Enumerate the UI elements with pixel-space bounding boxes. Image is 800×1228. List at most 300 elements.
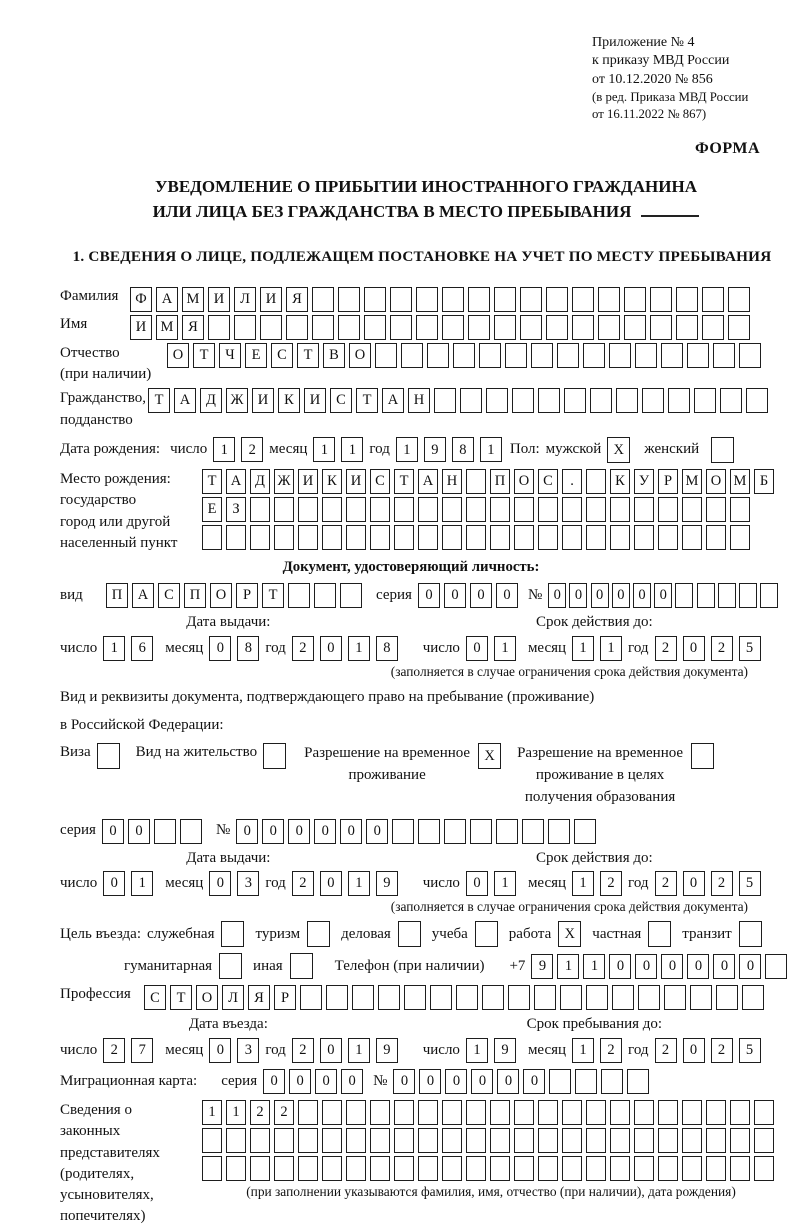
- surname-cells: [130, 287, 754, 312]
- char-cell: [340, 583, 362, 608]
- char-cell: [490, 1128, 510, 1153]
- char-cell: Т: [394, 469, 414, 494]
- patronymic-cells: [167, 343, 765, 368]
- month-label: месяц: [527, 1041, 567, 1058]
- char-cell: [754, 1128, 774, 1153]
- purpose-tourism-checkbox: [307, 921, 330, 947]
- char-cell: 2: [292, 636, 314, 661]
- char-cell: 0: [739, 954, 761, 979]
- char-cell: [586, 985, 608, 1010]
- valid-until-group: [397, 636, 792, 661]
- char-cell: [154, 819, 176, 844]
- char-cell: [697, 583, 715, 608]
- char-cell: 2: [655, 1038, 677, 1063]
- year-label: год: [265, 1041, 286, 1058]
- doc-number-label: №: [527, 587, 543, 604]
- char-cell: [250, 497, 270, 522]
- char-cell: 1: [583, 954, 605, 979]
- char-cell: И: [346, 469, 366, 494]
- temp-residence-edu-label: [517, 743, 683, 808]
- char-cell: [706, 1128, 726, 1153]
- visa-label: Виза: [60, 744, 91, 761]
- char-cell: 2: [600, 871, 622, 896]
- birth-date-label: Дата рождения:: [60, 441, 161, 458]
- char-cell: 0: [314, 819, 336, 844]
- issue-date-group: [60, 636, 397, 661]
- identity-doc-date-headings: [60, 613, 792, 633]
- char-cell: Т: [193, 343, 215, 368]
- char-cell: [538, 497, 558, 522]
- char-cell: П: [490, 469, 510, 494]
- char-cell: [658, 1156, 678, 1181]
- char-cell: [250, 1156, 270, 1181]
- char-cell: В: [323, 343, 345, 368]
- migration-series-label: серия: [221, 1072, 258, 1089]
- char-cell: 0: [683, 636, 705, 661]
- given-name-row: [60, 315, 792, 340]
- char-cell: 0: [366, 819, 388, 844]
- birth-month-cells: [313, 437, 369, 462]
- purpose-private-checkbox: [648, 921, 671, 947]
- stay-doc-issue-day-cells: [103, 871, 159, 896]
- char-cell: [442, 315, 464, 340]
- char-cell: [404, 985, 426, 1010]
- char-cell: Л: [222, 985, 244, 1010]
- char-cell: Л: [234, 287, 256, 312]
- char-cell: 1: [396, 437, 418, 462]
- char-cell: 3: [237, 871, 259, 896]
- char-cell: 0: [523, 1069, 545, 1094]
- char-cell: Ч: [219, 343, 241, 368]
- stay-doc-number-label: №: [215, 822, 231, 839]
- char-cell: 0: [497, 1069, 519, 1094]
- char-cell: [538, 1156, 558, 1181]
- char-cell: [312, 287, 334, 312]
- char-cell: [430, 985, 452, 1010]
- char-cell: [298, 525, 318, 550]
- birth-place-cells-row3: [202, 525, 778, 550]
- char-cell: О: [210, 583, 232, 608]
- char-cell: 0: [262, 819, 284, 844]
- char-cell: [514, 1156, 534, 1181]
- char-cell: 0: [496, 583, 518, 608]
- purpose-work-checkbox: X: [558, 921, 581, 947]
- char-cell: [586, 1156, 606, 1181]
- purpose-other-checkbox: [290, 953, 313, 979]
- char-cell: [706, 1156, 726, 1181]
- char-cell: 2: [241, 437, 263, 462]
- char-cell: 0: [128, 819, 150, 844]
- char-cell: Р: [658, 469, 678, 494]
- char-cell: [754, 1100, 774, 1125]
- char-cell: П: [184, 583, 206, 608]
- char-cell: [370, 525, 390, 550]
- appendix-block: [592, 34, 792, 123]
- char-cell: [638, 985, 660, 1010]
- valid-month-cells: [572, 636, 628, 661]
- char-cell: 0: [466, 636, 488, 661]
- char-cell: К: [610, 469, 630, 494]
- char-cell: [466, 1156, 486, 1181]
- representatives-cells-block: [202, 1100, 780, 1200]
- stay-doc-intro-2: в Российской Федерации:: [60, 716, 224, 733]
- purpose-business-checkbox: [398, 921, 421, 947]
- char-cell: [538, 1100, 558, 1125]
- char-cell: 5: [739, 871, 761, 896]
- birth-place-cells-row2: [202, 497, 778, 522]
- char-cell: [442, 525, 462, 550]
- profession-row: [60, 985, 792, 1010]
- day-label: число: [60, 639, 98, 656]
- female-checkbox: [711, 437, 734, 463]
- phone-prefix: +7: [509, 957, 526, 974]
- surname-label: Фамилия: [60, 287, 119, 304]
- stay-doc-series-row: [60, 819, 792, 844]
- valid-day-cells: [466, 636, 522, 661]
- char-cell: [538, 388, 560, 413]
- char-cell: [298, 1128, 318, 1153]
- char-cell: К: [278, 388, 300, 413]
- char-cell: [494, 287, 516, 312]
- purpose-official-label: служебная: [146, 925, 215, 942]
- char-cell: 2: [250, 1100, 270, 1125]
- birth-place-block: [60, 469, 792, 554]
- phone-label: Телефон (при наличии): [334, 957, 485, 974]
- char-cell: [453, 343, 475, 368]
- char-cell: [642, 388, 664, 413]
- char-cell: 0: [471, 1069, 493, 1094]
- char-cell: [468, 315, 490, 340]
- female-label: женский: [644, 441, 700, 458]
- char-cell: Т: [262, 583, 284, 608]
- stay-doc-dates: [60, 871, 792, 896]
- char-cell: [300, 985, 322, 1010]
- purpose-business-label: деловая: [341, 925, 391, 942]
- visit-purpose-row-2: [60, 953, 792, 979]
- char-cell: Я: [182, 315, 204, 340]
- char-cell: М: [156, 315, 178, 340]
- title-underline: [641, 215, 699, 217]
- char-cell: Е: [202, 497, 222, 522]
- char-cell: [634, 497, 654, 522]
- title-line-2: [60, 199, 792, 225]
- section1-heading: 1. СВЕДЕНИЯ О ЛИЦЕ, ПОДЛЕЖАЩЕМ ПОСТАНОВКЕ НА УЧЕТ ПО МЕСТУ ПРЕБЫВАНИЯ: [72, 247, 772, 265]
- char-cell: [557, 343, 579, 368]
- char-cell: [418, 1156, 438, 1181]
- purpose-label: Цель въезда:: [60, 925, 141, 942]
- char-cell: Н: [408, 388, 430, 413]
- year-label: год: [628, 1041, 649, 1058]
- char-cell: О: [196, 985, 218, 1010]
- birth-place-cells-row1: [202, 469, 778, 494]
- day-label: число: [422, 874, 460, 891]
- char-cell: [609, 343, 631, 368]
- char-cell: [370, 1156, 390, 1181]
- char-cell: [490, 1100, 510, 1125]
- char-cell: [682, 1156, 702, 1181]
- char-cell: 9: [531, 954, 553, 979]
- patronymic-sublabel: (при наличии): [60, 366, 152, 383]
- stay-until-group: [397, 1038, 792, 1063]
- char-cell: Ж: [226, 388, 248, 413]
- birth-place-label-line: город или другой: [60, 513, 171, 530]
- validity-note: (заполняется в случае ограничения срока действия документа): [390, 663, 748, 679]
- char-cell: [390, 287, 412, 312]
- char-cell: 7: [131, 1038, 153, 1063]
- char-cell: [676, 287, 698, 312]
- char-cell: [650, 287, 672, 312]
- char-cell: [586, 497, 606, 522]
- char-cell: [346, 497, 366, 522]
- char-cell: [390, 315, 412, 340]
- char-cell: [370, 1100, 390, 1125]
- char-cell: [522, 819, 544, 844]
- char-cell: [250, 1128, 270, 1153]
- char-cell: [546, 287, 568, 312]
- birth-day-cells: [213, 437, 269, 462]
- char-cell: 0: [683, 871, 705, 896]
- representatives-label-line: представителях: [60, 1144, 160, 1161]
- stay-year-cells: [655, 1038, 767, 1063]
- char-cell: 2: [292, 871, 314, 896]
- char-cell: [658, 1100, 678, 1125]
- char-cell: [322, 1128, 342, 1153]
- char-cell: [442, 497, 462, 522]
- char-cell: [322, 525, 342, 550]
- char-cell: [598, 315, 620, 340]
- day-label: число: [60, 1041, 98, 1058]
- char-cell: О: [349, 343, 371, 368]
- char-cell: 0: [609, 954, 631, 979]
- char-cell: 9: [494, 1038, 516, 1063]
- char-cell: [690, 985, 712, 1010]
- char-cell: З: [226, 497, 246, 522]
- temp-residence-edu-label-line: проживание в целях: [535, 767, 665, 784]
- char-cell: [250, 525, 270, 550]
- visa-checkbox: [97, 743, 120, 769]
- char-cell: М: [682, 469, 702, 494]
- purpose-work-label: работа: [508, 925, 552, 942]
- char-cell: Н: [442, 469, 462, 494]
- representatives-label-line: Сведения о: [60, 1101, 132, 1118]
- purpose-study-checkbox: [475, 921, 498, 947]
- representatives-note: (при заполнении указываются фамилия, имя, отчество (при наличии), дата рождения): [246, 1183, 736, 1199]
- char-cell: [634, 1128, 654, 1153]
- doc-kind-label: вид: [60, 587, 83, 604]
- char-cell: Е: [245, 343, 267, 368]
- title-line-1: УВЕДОМЛЕНИЕ О ПРИБЫТИИ ИНОСТРАННОГО ГРАЖДАНИНА: [155, 176, 697, 196]
- char-cell: [208, 315, 230, 340]
- char-cell: 1: [494, 636, 516, 661]
- month-label: месяц: [527, 639, 567, 656]
- char-cell: [514, 1128, 534, 1153]
- patronymic-row: [60, 343, 792, 386]
- char-cell: [730, 1128, 750, 1153]
- char-cell: [682, 497, 702, 522]
- char-cell: [682, 525, 702, 550]
- char-cell: [610, 1156, 630, 1181]
- char-cell: [490, 525, 510, 550]
- char-cell: [274, 1128, 294, 1153]
- char-cell: 0: [418, 583, 440, 608]
- representatives-label-line: попечителях): [60, 1208, 146, 1225]
- char-cell: [664, 985, 686, 1010]
- char-cell: .: [562, 469, 582, 494]
- char-cell: [312, 315, 334, 340]
- char-cell: С: [538, 469, 558, 494]
- year-label: год: [265, 639, 286, 656]
- char-cell: [496, 819, 518, 844]
- char-cell: [586, 525, 606, 550]
- char-cell: [346, 525, 366, 550]
- char-cell: [560, 985, 582, 1010]
- char-cell: 0: [315, 1069, 337, 1094]
- representatives-block: [60, 1100, 792, 1228]
- char-cell: 1: [341, 437, 363, 462]
- migration-card-row: [60, 1069, 792, 1094]
- char-cell: У: [634, 469, 654, 494]
- citizenship-sublabel: подданство: [60, 411, 133, 428]
- char-cell: 0: [633, 583, 651, 608]
- char-cell: [598, 287, 620, 312]
- char-cell: [624, 315, 646, 340]
- char-cell: 2: [655, 636, 677, 661]
- char-cell: О: [706, 469, 726, 494]
- stay-doc-date-headings: [60, 849, 792, 869]
- purpose-transit-label: транзит: [682, 925, 732, 942]
- char-cell: [538, 525, 558, 550]
- identity-doc-row: [60, 583, 792, 608]
- stay-doc-options: [60, 743, 792, 808]
- char-cell: 2: [711, 1038, 733, 1063]
- char-cell: 0: [661, 954, 683, 979]
- migration-number-cells: [393, 1069, 653, 1094]
- char-cell: С: [144, 985, 166, 1010]
- char-cell: 0: [209, 871, 231, 896]
- char-cell: [466, 525, 486, 550]
- char-cell: 1: [103, 636, 125, 661]
- appendix-line: от 10.12.2020 № 856: [592, 71, 713, 87]
- char-cell: 0: [393, 1069, 415, 1094]
- char-cell: 2: [711, 871, 733, 896]
- char-cell: [534, 985, 556, 1010]
- purpose-other-label: иная: [253, 957, 283, 974]
- stay-doc-issue-month-cells: [209, 871, 265, 896]
- char-cell: 0: [612, 583, 630, 608]
- char-cell: [610, 497, 630, 522]
- char-cell: [338, 287, 360, 312]
- char-cell: [610, 1128, 630, 1153]
- char-cell: [583, 343, 605, 368]
- char-cell: [548, 819, 570, 844]
- char-cell: 1: [466, 1038, 488, 1063]
- char-cell: 2: [292, 1038, 314, 1063]
- char-cell: 1: [572, 1038, 594, 1063]
- char-cell: [650, 315, 672, 340]
- char-cell: [314, 583, 336, 608]
- char-cell: [505, 343, 527, 368]
- char-cell: [466, 497, 486, 522]
- stay-day-cells: [466, 1038, 522, 1063]
- char-cell: [658, 497, 678, 522]
- char-cell: [586, 469, 606, 494]
- char-cell: 0: [289, 1069, 311, 1094]
- char-cell: [460, 388, 482, 413]
- char-cell: 1: [572, 871, 594, 896]
- issue-date-heading: Дата выдачи:: [186, 849, 271, 866]
- char-cell: [416, 287, 438, 312]
- char-cell: [720, 388, 742, 413]
- char-cell: [562, 1100, 582, 1125]
- char-cell: [322, 497, 342, 522]
- month-label: месяц: [165, 874, 204, 891]
- char-cell: 2: [274, 1100, 294, 1125]
- char-cell: С: [370, 469, 390, 494]
- char-cell: [514, 497, 534, 522]
- char-cell: 0: [591, 583, 609, 608]
- char-cell: [394, 525, 414, 550]
- char-cell: [739, 343, 761, 368]
- char-cell: 3: [237, 1038, 259, 1063]
- char-cell: [730, 525, 750, 550]
- year-label: год: [628, 874, 649, 891]
- temp-residence-checkbox: X: [478, 743, 501, 769]
- char-cell: 9: [376, 1038, 398, 1063]
- char-cell: 0: [320, 1038, 342, 1063]
- char-cell: Д: [250, 469, 270, 494]
- char-cell: [634, 525, 654, 550]
- char-cell: [634, 1156, 654, 1181]
- char-cell: [746, 388, 768, 413]
- purpose-tourism-label: туризм: [255, 925, 301, 942]
- char-cell: 1: [557, 954, 579, 979]
- char-cell: [370, 497, 390, 522]
- purpose-humanitarian-checkbox: [219, 953, 242, 979]
- char-cell: П: [106, 583, 128, 608]
- stay-doc-series-label: серия: [60, 822, 96, 839]
- char-cell: [286, 315, 308, 340]
- char-cell: [352, 985, 374, 1010]
- valid-until-heading: Срок действия до:: [536, 849, 653, 866]
- char-cell: [326, 985, 348, 1010]
- male-checkbox: X: [607, 437, 630, 463]
- char-cell: [682, 1100, 702, 1125]
- birth-date-row: [60, 437, 792, 463]
- char-cell: 6: [131, 636, 153, 661]
- stay-doc-valid-year-cells: [655, 871, 767, 896]
- char-cell: [687, 343, 709, 368]
- purpose-private-label: частная: [592, 925, 642, 942]
- migration-number-label: №: [373, 1072, 388, 1089]
- char-cell: [418, 1100, 438, 1125]
- char-cell: [627, 1069, 649, 1094]
- temp-residence-label-line: Разрешение на временное: [304, 745, 471, 762]
- representatives-cells-row1: [202, 1100, 780, 1125]
- char-cell: [416, 315, 438, 340]
- char-cell: 0: [263, 1069, 285, 1094]
- char-cell: [562, 1156, 582, 1181]
- char-cell: [468, 287, 490, 312]
- citizenship-label-line: Гражданство,: [60, 390, 147, 407]
- char-cell: [490, 497, 510, 522]
- issue-date-heading: Дата выдачи:: [186, 614, 271, 631]
- stay-doc-valid-month-cells: [572, 871, 628, 896]
- char-cell: 1: [131, 871, 153, 896]
- char-cell: 1: [313, 437, 335, 462]
- representatives-cells-row2: [202, 1128, 780, 1153]
- char-cell: [298, 497, 318, 522]
- entry-year-cells: [292, 1038, 404, 1063]
